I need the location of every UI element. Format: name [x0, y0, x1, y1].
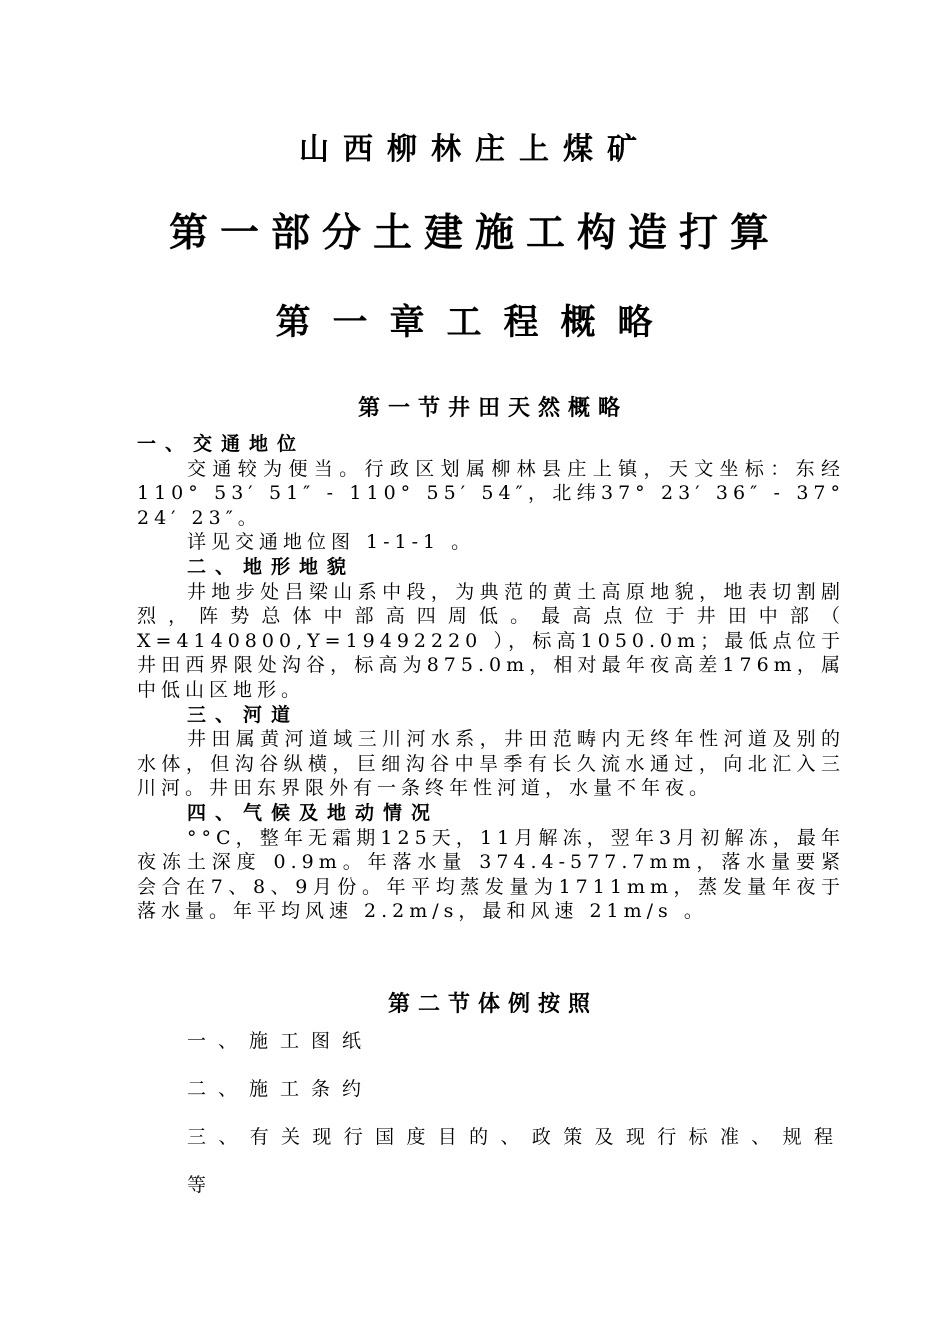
river-paragraph: 井田属黄河道域三川河水系，井田范畴内无终年性河道及别的水体，但沟谷纵横，巨细沟谷中旱季有长久流水通过，向北汇入三川河。井田东界限外有一条终年性河道，水量不年夜。 [137, 728, 845, 800]
part-title: 第一部分土建施工构造打算 [168, 210, 781, 256]
basis-item: 一、施工图纸 [187, 1030, 374, 1052]
river-heading: 三、河道 [187, 703, 300, 726]
traffic-paragraph: 交通较为便当。行政区划属柳林县庄上镇，天文坐标：东经 110° 53′ 51″ - 110° 55′ 54″，北纬37° 23′ 36″ - 37° 24′ 23″。 [137, 457, 845, 529]
terrain-paragraph: 井地步处吕梁山系中段，为典范的黄土高原地貌，地表切割剧烈，阵势总体中部高四周低。最高点位于井田中部（ X=4140800,Y=19492220 ），标高1050.0m；最低点位于井田西界限处沟谷，标高为875.0m，相对最年夜高差176m，属中低山区地形。 [137, 580, 845, 701]
section2-title: 第二节体例按照 [387, 991, 598, 1017]
traffic-map-reference: 详见交通地位图 1-1-1 。 [187, 531, 476, 554]
climate-paragraph: °°C，整年无霜期125天，11月解冻，翌年3月初解冻，最年夜冻土深度 0.9m。年落水量 374.4-577.7mm，落水量要紧会合在7、8、9月份。年平均蒸发量为1711mm，蒸发量年夜于落水量。年平均风速 2.2m/s，最和风速 21m/s 。 [137, 826, 845, 923]
chapter-title: 第一章工程概略 [275, 302, 675, 343]
climate-heading: 四、气候及地动情况 [187, 801, 440, 824]
traffic-heading: 一、交通地位 [137, 433, 306, 455]
section1-title: 第一节井田天然概略 [357, 395, 628, 421]
mine-title: 山西柳林庄上煤矿 [299, 132, 651, 167]
terrain-heading: 二、地形地貌 [187, 555, 356, 578]
basis-item: 二、施工条约 [187, 1078, 374, 1100]
basis-item: 三、有关现行国度目的、政策及现行标准、规程等 [187, 1126, 845, 1196]
section1-body [137, 432, 845, 924]
basis-list [137, 1017, 845, 1209]
